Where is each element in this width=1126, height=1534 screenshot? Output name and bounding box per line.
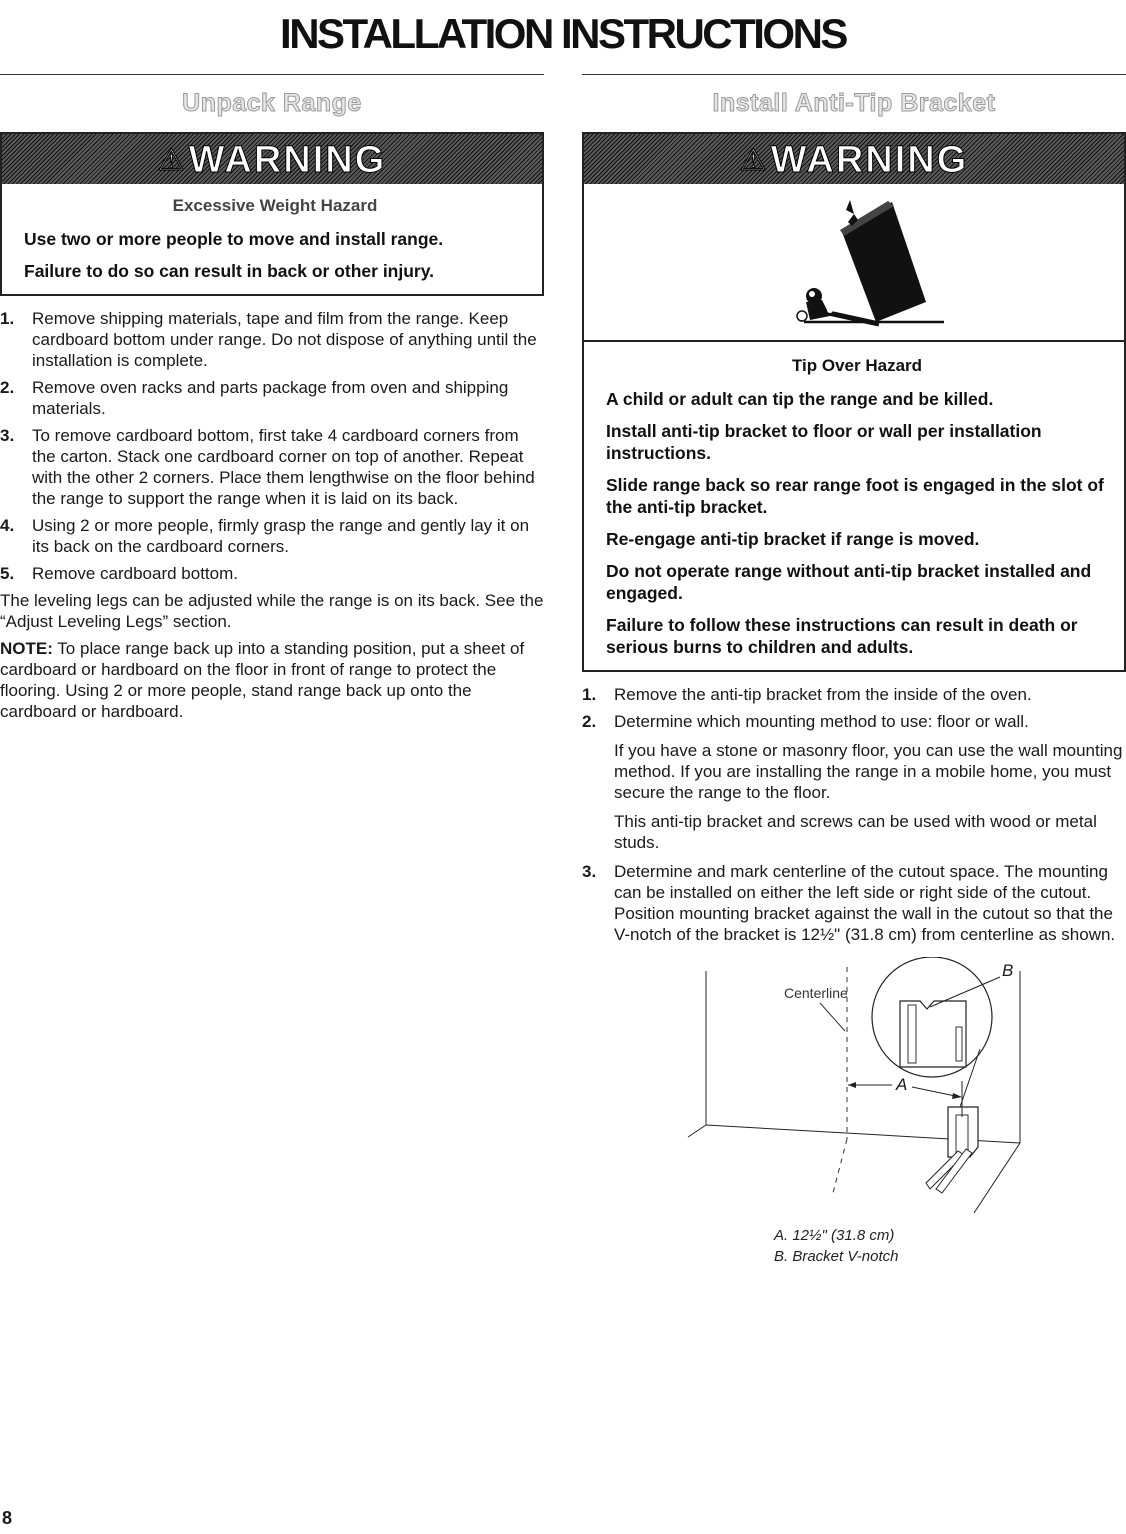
step-number: 4. [0,516,15,535]
note-paragraph [0,638,544,722]
unpack-range-section [0,74,544,726]
step-item [582,684,1126,705]
warning-label: WARNING [188,139,387,181]
section-heading-anti-tip: Install Anti-Tip Bracket [712,89,996,117]
centerline-label: Centerline [784,985,848,1001]
warning-line: A child or adult can tip the range and be killed. [606,389,994,409]
step-text: Using 2 or more people, firmly grasp the range and gently lay it on its back on the cardboard corners. [32,516,530,556]
tip-over-illustration [584,184,1124,342]
caption-b: B. Bracket V-notch [774,1248,899,1265]
weight-warning-box [0,132,544,296]
anti-tip-bracket-section [582,74,1126,1265]
note-text: To place range back up into a standing position, put a sheet of cardboard or hardboard on the floor in front of range to protect the flooring. Using 2 or more people, stand range back up onto the cardboard or hardboard. [0,639,525,721]
step-number: 3. [582,862,597,881]
step-text: Determine which mounting method to use: floor or wall. [614,712,1029,731]
step-item [0,308,544,371]
note-label: NOTE: [0,639,53,658]
warning-banner [584,134,1124,184]
step-item [0,425,544,509]
unpack-steps-list [0,308,544,584]
hazard-title: Tip Over Hazard [791,356,923,375]
step-item [582,861,1126,945]
child-tipping-range-icon [784,192,944,332]
step-number: 1. [582,685,597,704]
step-text: Remove shipping materials, tape and film from the range. Keep cardboard bottom under range. Do not dispose of anything until the installation is complete. [32,309,537,370]
step-number: 2. [582,712,597,731]
step-item [0,515,544,557]
step-text: To remove cardboard bottom, first take 4 cardboard corners from the carton. Stack one cardboard corner on top of another. Repeat with the other 2 corners. Place them lengthwise on the floor behind the range to support the range when it is laid on its back. [32,426,535,508]
section-divider [582,74,1126,75]
warning-line: Failure to do so can result in back or other injury. [24,261,435,281]
warning-triangle-icon: ⚠ [157,144,187,177]
warning-body [584,342,1124,670]
warning-line: Re-engage anti-tip bracket if range is moved. [606,529,980,549]
step-item [0,377,544,419]
bracket-diagram-drawing [582,957,1126,1217]
hazard-title: Excessive Weight Hazard [172,196,378,215]
step-item [582,711,1126,853]
step-number: 5. [0,564,15,583]
anti-tip-steps-list [582,684,1126,945]
step-number: 1. [0,309,15,328]
section-divider [0,74,544,75]
label-b: B [1002,961,1014,980]
page-number: 8 [2,1508,13,1528]
warning-body [2,184,542,294]
leveling-legs-paragraph: The leveling legs can be adjusted while the range is on its back. See the “Adjust Leveling Legs” section. [0,591,544,631]
bracket-placement-diagram [582,957,1126,1265]
warning-line: Use two or more people to move and install range. [24,229,444,249]
step-text: Remove oven racks and parts package from oven and shipping materials. [32,378,509,418]
warning-line: Slide range back so rear range foot is engaged in the slot of the anti-tip bracket. [606,475,1104,517]
step-text: Determine and mark centerline of the cutout space. The mounting can be installed on either the left side or right side of the cutout. Position mounting bracket against the wall in the cutout so that the V-notch of the bracket is 12½" (31.8 cm) from centerline as shown. [614,862,1116,944]
warning-triangle-icon: ⚠ [739,144,769,177]
step-subparagraph: This anti-tip bracket and screws can be used with wood or metal studs. [614,812,1097,852]
tip-over-warning-box [582,132,1126,672]
step-text: Remove the anti-tip bracket from the inside of the oven. [614,685,1032,704]
warning-line: Install anti-tip bracket to floor or wall per installation instructions. [606,421,1042,463]
warning-banner [2,134,542,184]
warning-line: Failure to follow these instructions can result in death or serious burns to children and adults. [606,615,1078,657]
step-item [0,563,544,584]
step-text: Remove cardboard bottom. [32,564,238,583]
warning-line: Do not operate range without anti-tip bracket installed and engaged. [606,561,1092,603]
step-number: 3. [0,426,15,445]
step-number: 2. [0,378,15,397]
label-a: A [896,1075,908,1094]
section-heading-unpack-range: Unpack Range [182,89,362,117]
page-title: INSTALLATION INSTRUCTIONS [280,10,846,57]
step-subparagraph: If you have a stone or masonry floor, you can use the wall mounting method. If you are installing the range in a mobile home, you must secure the range to the floor. [614,741,1123,802]
warning-label: WARNING [770,139,969,181]
caption-a: A. 12½" (31.8 cm) [774,1227,895,1244]
